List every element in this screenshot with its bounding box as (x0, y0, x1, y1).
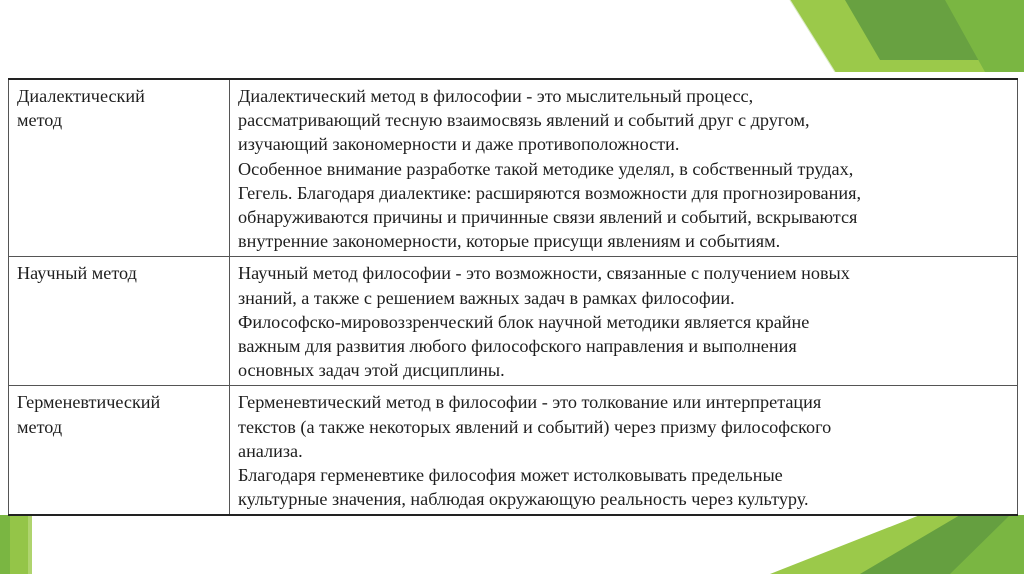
description-paragraph: Герменевтический метод в философии - это толкование или интерпретация текстов (а также некоторых явлений и событий) через призму философского анализа. (238, 392, 832, 461)
method-name: Научный метод (9, 257, 230, 386)
method-description (230, 79, 1018, 257)
method-name: Герменевтический метод (9, 386, 230, 516)
description-paragraph: Диалектический метод в философии - это мыслительный процесс, рассматривающий тесную взаимосвязь явлений и событий друг с другом, изучающий закономерности и даже противоположности. (238, 86, 810, 155)
method-description (230, 386, 1018, 516)
table-row (9, 257, 1018, 386)
description-paragraph: Научный метод философии - это возможности, связанные с получением новых знаний, а также с решением важных задач в рамках философии. (238, 263, 850, 308)
methods-table-body (9, 79, 1018, 515)
method-name: Диалектический метод (9, 79, 230, 257)
description-paragraph: Особенное внимание разработке такой методике уделял, в собственный трудах, Гегель. Благодаря диалектике: расширяются возможности для прогнозирования, обнаруживаются причины и причинные связи явлений и событий, вскрываются внутренние закономерности, которые присущи явлениям и событиям. (238, 158, 861, 252)
bottom-left-light-strip (10, 515, 32, 574)
method-description (230, 257, 1018, 386)
table-row (9, 79, 1018, 257)
methods-table (8, 78, 1018, 516)
description-paragraph: Философско-мировоззренческий блок научной методики является крайне важным для развития любого философского направления и выполнения основных задач этой дисциплины. (238, 311, 810, 381)
table-row (9, 386, 1018, 516)
description-paragraph: Благодаря герменевтике философия может истолковывать предельные культурные значения, наблюдая окружающую реальность через культуру. (238, 465, 809, 510)
